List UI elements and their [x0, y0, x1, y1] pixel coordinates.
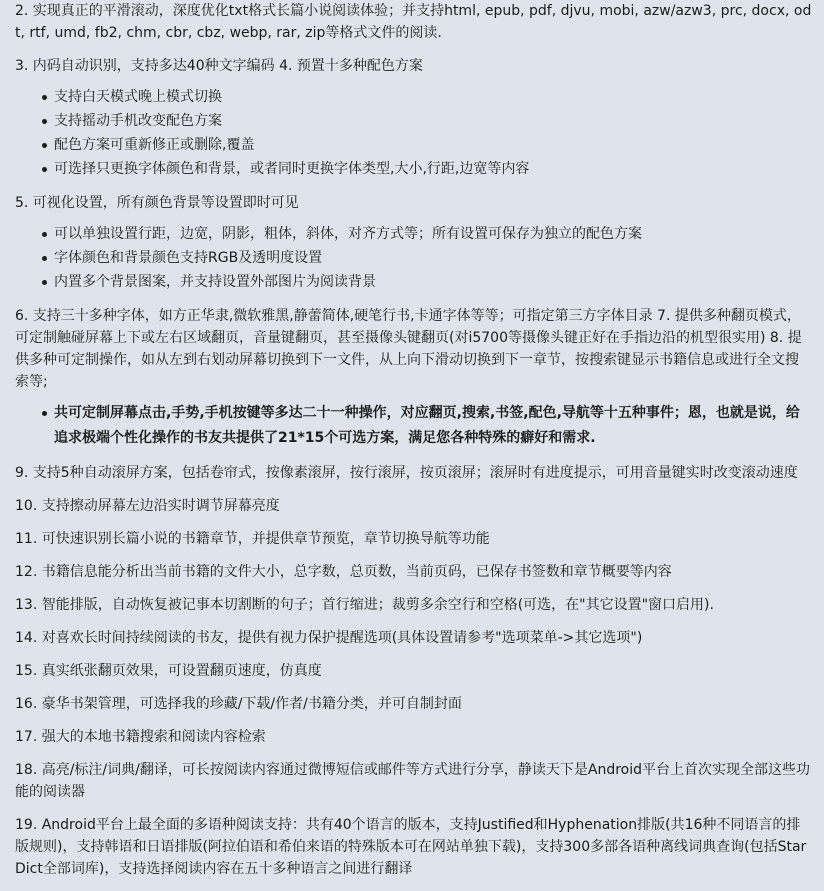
- list-item: 配色方案可重新修正或删除,覆盖: [54, 133, 812, 157]
- feature-15-text: 15. 真实纸张翻页效果，可设置翻页速度，仿真度: [15, 663, 322, 679]
- feature-13-text: 13. 智能排版，自动恢复被记事本切割断的句子；首行缩进；裁剪多余空行和空格(可选，在"其它设置"窗口启用).: [15, 597, 714, 613]
- feature-11-text: 11. 可快速识别长篇小说的书籍章节，并提供章节预览，章节切换导航等功能: [15, 531, 490, 547]
- feature-16-text: 16. 豪华书架管理，可选择我的珍藏/下载/作者/书籍分类，并可自制封面: [15, 696, 462, 712]
- color-scheme-list: [15, 85, 812, 181]
- feature-9-text: 9. 支持5种自动滚屏方案，包括卷帘式，按像素滚屏，按行滚屏，按页滚屏；滚屏时有进度提示，可用音量键实时改变滚动速度: [15, 465, 798, 481]
- feature-17-text: 17. 强大的本地书籍搜索和阅读内容检索: [15, 729, 266, 745]
- feature-10-text: 10. 支持擦动屏幕左边沿实时调节屏幕亮度: [15, 498, 280, 514]
- list-item: 支持摇动手机改变配色方案: [54, 109, 812, 133]
- feature-18-text: 18. 高亮/标注/词典/翻译，可长按阅读内容通过微博短信或邮件等方式进行分享，静读天下是Android平台上首次实现全部这些功能的阅读器: [15, 762, 810, 800]
- custom-operations-list: [15, 401, 812, 451]
- list-item: 支持白天模式晚上模式切换: [54, 85, 812, 109]
- list-item: 可以单独设置行距，边宽，阴影，粗体，斜体，对齐方式等；所有设置可保存为独立的配色方案: [54, 222, 812, 246]
- visual-settings-list: [15, 222, 812, 294]
- feature-12-text: 12. 书籍信息能分析出当前书籍的文件大小，总字数，总页数，当前页码，已保存书签数和章节概要等内容: [15, 564, 672, 580]
- list-item: 字体颜色和背景颜色支持RGB及透明度设置: [54, 246, 812, 270]
- list-item: 内置多个背景图案，并支持设置外部图片为阅读背景: [54, 270, 812, 294]
- feature-19-text: 19. Android平台上最全面的多语种阅读支持：共有40个语言的版本，支持Justified和Hyphenation排版(共16种不同语言的排版规则)，支持韩语和日语排版(阿拉伯语和希伯来语的特殊版本可在网站单独下载)，支持300多部各语种离线词典查询(包括StarDict全部词库)，支持选择阅读内容在五十多种语言之间进行翻译: [15, 817, 807, 877]
- feature-2-text: 2. 实现真正的平滑滚动，深度优化txt格式长篇小说阅读体验；并支持html, epub, pdf, djvu, mobi, azw/azw3, prc, docx, odt, rtf, umd, fb2, chm, cbr, cbz, webp, rar, zip等格式文件的阅读.: [15, 3, 812, 41]
- list-item: 可选择只更换字体颜色和背景，或者同时更换字体类型,大小,行距,边宽等内容: [54, 157, 812, 181]
- list-item: 共可定制屏幕点击,手势,手机按键等多达二十一种操作，对应翻页,搜索,书签,配色,导航等十五种事件；恩，也就是说，给追求极端个性化操作的书友共提供了21*15个可选方案，满足您各种特殊的癖好和需求.: [54, 401, 812, 451]
- feature-6-text: 6. 支持三十多种字体，如方正华隶,微软雅黑,静蕾简体,硬笔行书,卡通字体等等；可指定第三方字体目录 7. 提供多种翻页模式，可定制触碰屏幕上下或左右区域翻页，音量键翻页，甚至摄像头键翻页(对i5700等摄像头键正好在手指边沿的机型很实用) 8. 提供多种可定制操作，如从左到右划动屏幕切换到下一文件，从上向下滑动切换到下一章节，按搜索键显示书籍信息或进行全文搜索等;: [15, 308, 802, 390]
- feature-5-text: 5. 可视化设置，所有颜色背景等设置即时可见: [15, 195, 299, 211]
- feature-14-text: 14. 对喜欢长时间持续阅读的书友，提供有视力保护提醒选项(具体设置请参考"选项菜单->其它选项"): [15, 630, 643, 646]
- feature-3-text: 3. 内码自动识别，支持多达40种文字编码 4. 预置十多种配色方案: [15, 58, 423, 74]
